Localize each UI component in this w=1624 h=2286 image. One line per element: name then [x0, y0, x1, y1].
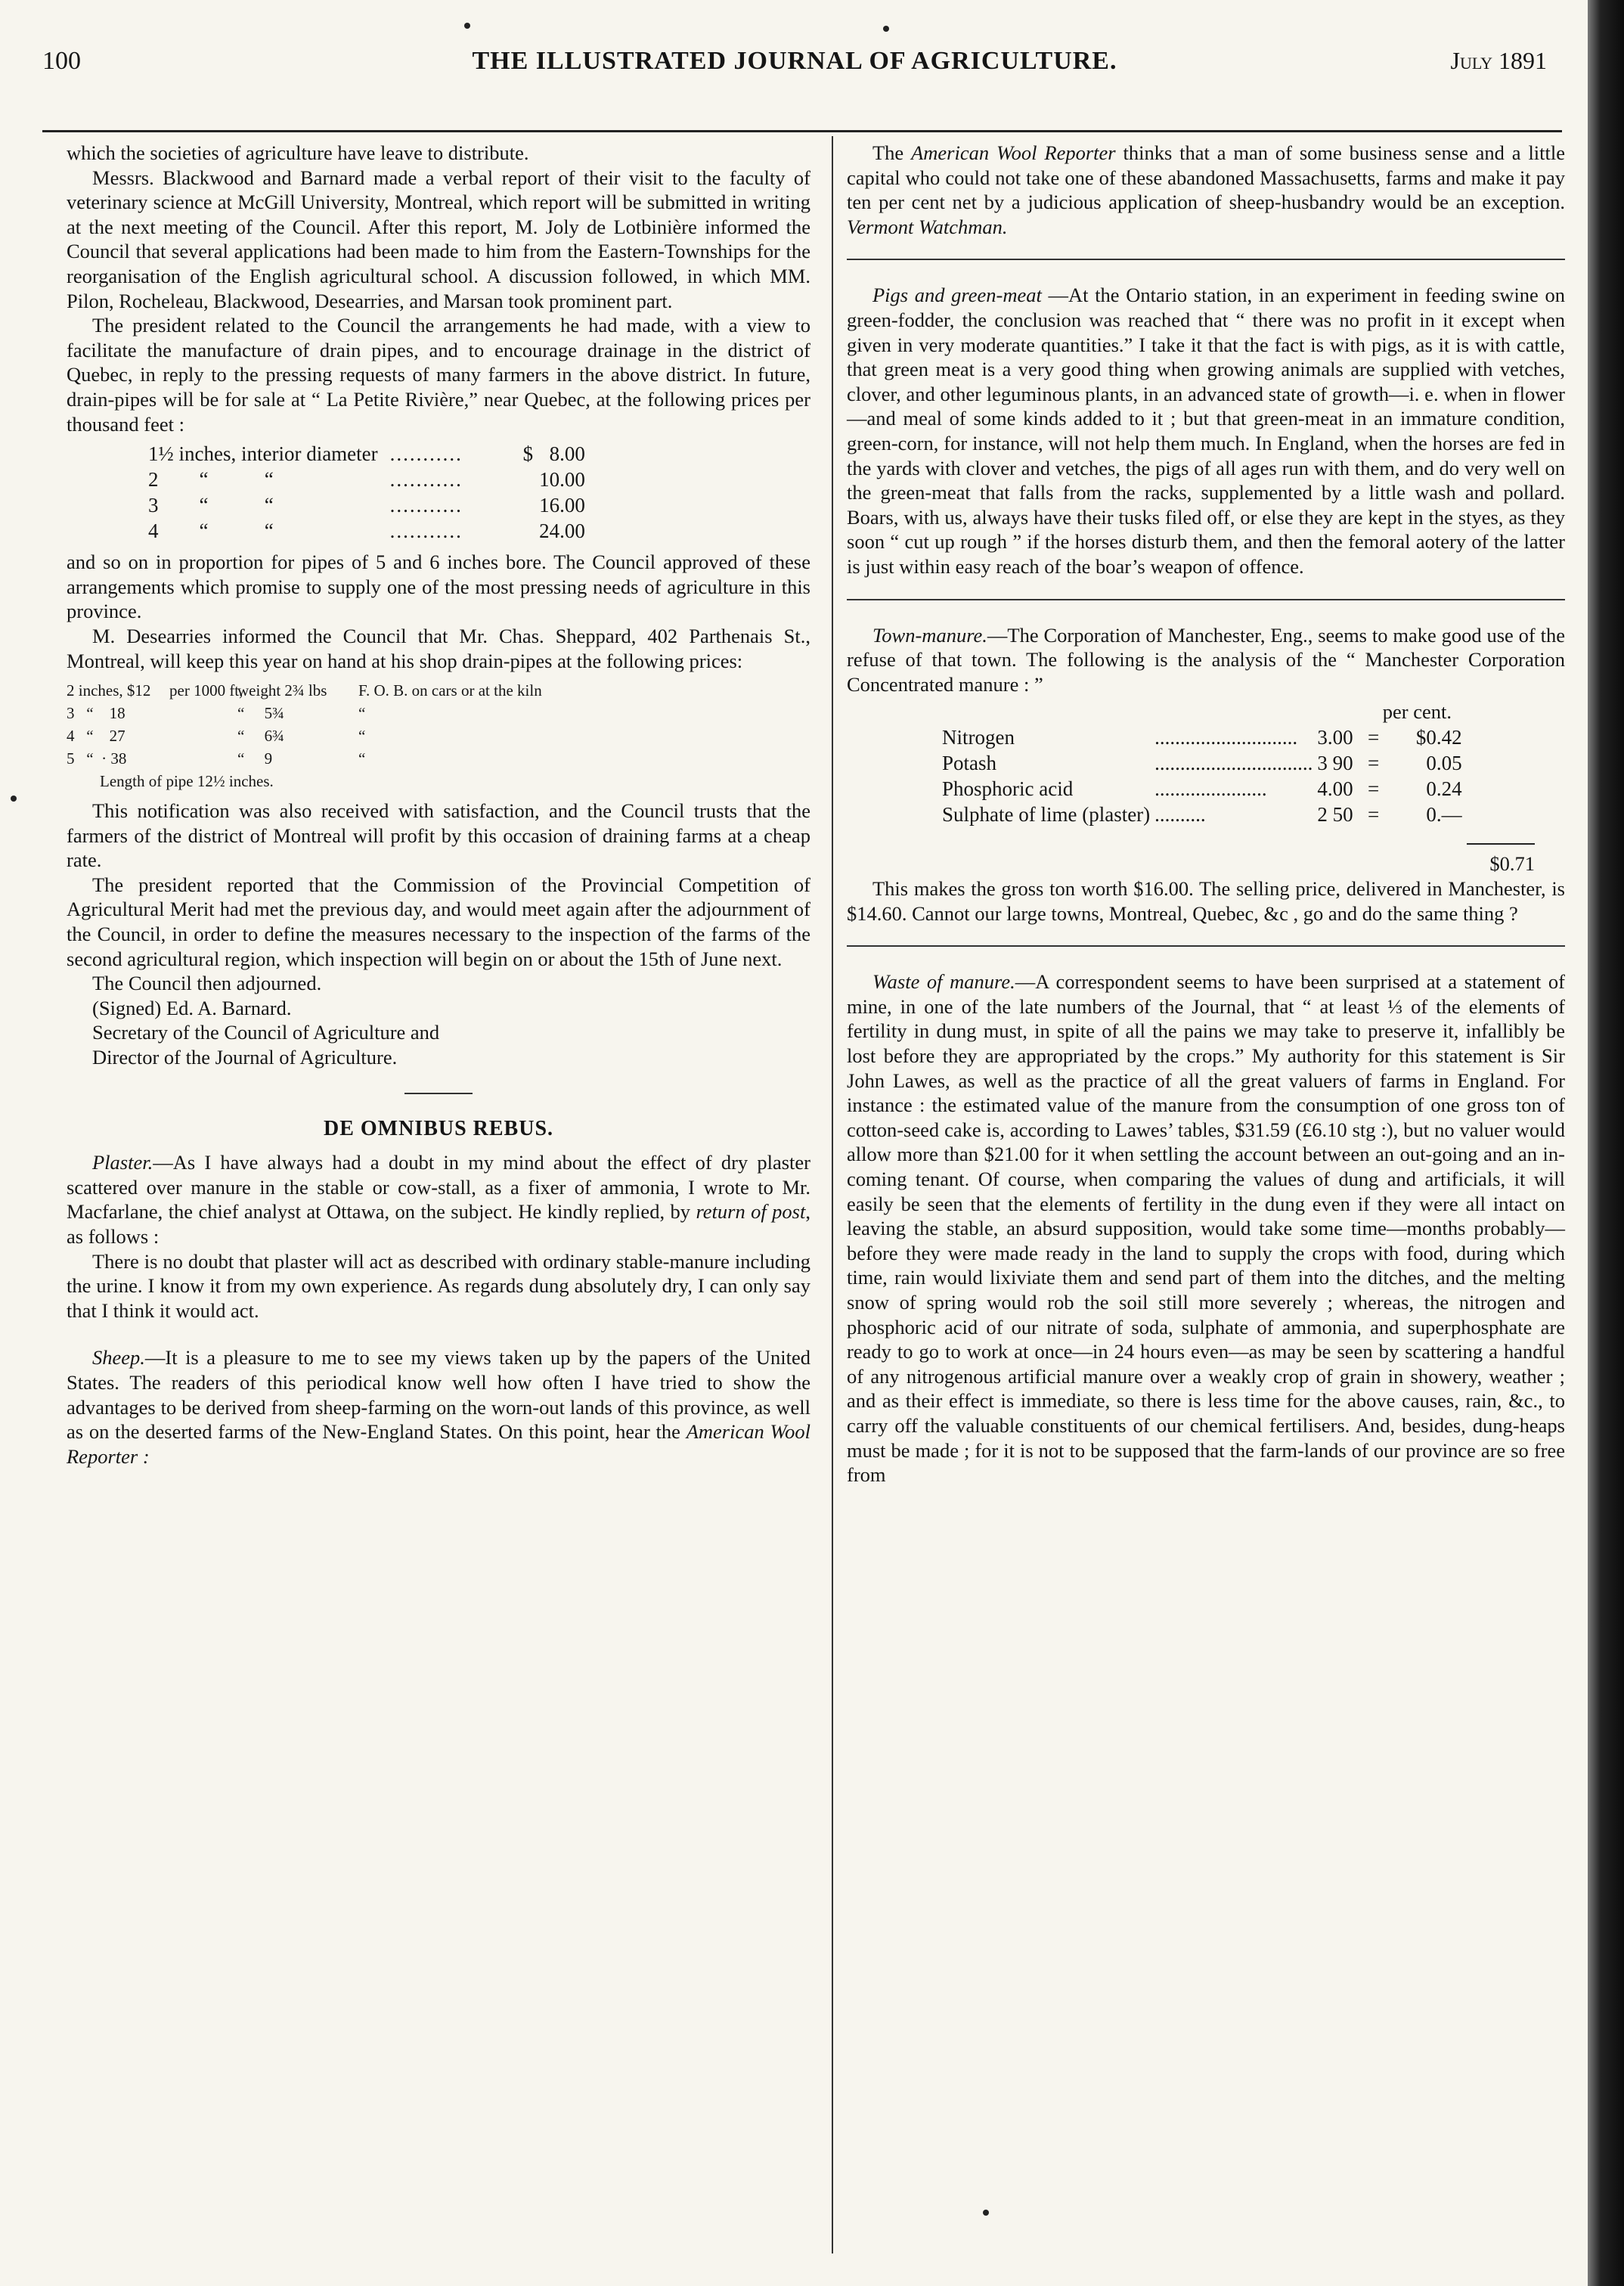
analysis-money: 0.24	[1426, 777, 1462, 800]
signature-line: (Signed) Ed. A. Barnard.	[92, 996, 292, 1019]
pipe-price-row	[142, 467, 591, 492]
analysis-money: 0.—	[1426, 802, 1462, 826]
paragraph: The president related to the Council the arrangements he had made, with a view to facilitate the manufacture of drain pipes, and to encourage drainage in the district of Quebec, in reply to the pressing requests of many farmers in the above district. In future, drain-pipes will be for sale at “ La Petite Rivière,” near Quebec, at the following prices per thousand feet :	[67, 314, 810, 436]
analysis-eq: =	[1368, 777, 1380, 800]
analysis-money: 0.05	[1426, 751, 1462, 774]
pipe-dollar	[517, 492, 534, 518]
paragraph: which the societies of agriculture have leave to distribute.	[67, 141, 529, 164]
pipe-price: 10.00	[539, 468, 585, 492]
header-rule	[42, 130, 1562, 132]
analysis-dots: ......................	[1154, 777, 1267, 800]
print-mark	[983, 2210, 989, 2216]
left-column	[67, 141, 810, 1469]
analysis-row	[938, 776, 1467, 802]
analysis-total: $0.71	[847, 827, 1565, 876]
manure-analysis-table	[938, 724, 1467, 827]
sheppard-cell: “ 6¾	[237, 727, 284, 746]
town-manure-heading: Town-manure.	[872, 623, 987, 647]
sheppard-cell	[169, 747, 237, 770]
town-manure-paragraph: Town-manure.—The Corporation of Manchester, Eng., seems to make good use of the refuse of that town. The following is the analysis of the “ Manchester Corporation Concentrated manure : ”	[847, 623, 1565, 696]
section-title: DE OMNIBUS REBUS.	[323, 1116, 554, 1140]
paragraph: This notification was also received with satisfaction, and the Council trusts that the farmers of the district of Montreal will profit by this occasion of draining farms at a cheap rate.	[67, 799, 810, 872]
sheppard-cell: 4 “ 27	[67, 727, 126, 746]
pipe-dots: ...........	[389, 520, 463, 543]
print-mark	[464, 23, 470, 29]
analysis-name: Potash	[942, 751, 997, 774]
plaster-heading: Plaster.	[92, 1151, 153, 1174]
plaster-quote: There is no doubt that plaster will act as described with ordinary stable-manure including the urine. I know it from my own experience. As regards dung absolutely dry, I can only say that I think it would act.	[67, 1249, 810, 1322]
analysis-name: Phosphoric acid	[942, 777, 1074, 800]
analysis-name: Nitrogen	[942, 725, 1015, 749]
analysis-row	[938, 750, 1467, 776]
sheppard-row	[67, 747, 810, 770]
analysis-row	[938, 724, 1467, 750]
pipe-dots: ...........	[389, 468, 463, 492]
signature-title: Director of the Journal of Agriculture.	[92, 1046, 398, 1069]
analysis-pct: 4.00	[1317, 777, 1353, 800]
pipe-dots: ...........	[389, 494, 463, 517]
print-mark	[11, 796, 17, 802]
sheep-paragraph: Sheep.—It is a pleasure to me to see my views taken up by the papers of the United States. The readers of this periodical know well how often I have tried to show the advantages to be derived from sheep-farming on the worn-out lands of this province, as well as on the deserted farms of the New-England States. On this point, hear the American Wool Reporter :	[67, 1346, 811, 1468]
wool-reporter-paragraph: The American Wool Reporter thinks that a man of some business sense and a little capital who could not take one of these abandoned Massachusetts, farms and make it pay ten per cent net by a judicious application of sheep-husbandry would be an exception. Vermont Watchman.	[847, 141, 1566, 238]
sheppard-price-list	[67, 679, 810, 793]
page-header	[42, 47, 1547, 92]
sheppard-cell	[169, 702, 237, 724]
section-divider	[847, 945, 1565, 947]
pipe-price: 24.00	[539, 520, 585, 543]
analysis-pct: 3.00	[1317, 725, 1353, 749]
analysis-money: $0.42	[1415, 725, 1462, 749]
pipe-price-row	[142, 492, 591, 518]
sheppard-row	[67, 724, 810, 747]
waste-heading: Waste of manure.	[872, 970, 1015, 994]
pipe-dollar	[517, 518, 534, 544]
drain-pipe-price-table	[142, 441, 591, 544]
pigs-heading: Pigs and green-meat	[872, 284, 1042, 307]
print-mark	[883, 26, 889, 32]
pipe-price-row	[142, 441, 591, 467]
issue-date: July 1891	[1450, 47, 1547, 74]
sheppard-cell: “ 5¾	[237, 704, 284, 723]
percent-label: per cent.	[1382, 700, 1452, 724]
paragraph: The president reported that the Commission of the Provincial Competition of Agricultural Merit had met the previous day, and would meet again after the adjournment of the Council, in order to define the measures necessary to the inspection of the farms of the second agricultural region, which inspection will begin on or about the 15th of June next.	[67, 873, 810, 970]
section-divider	[404, 1093, 473, 1094]
pipe-size: 1½ inches, interior diameter	[148, 442, 378, 466]
total-rule	[1467, 843, 1535, 845]
analysis-eq: =	[1368, 725, 1380, 749]
paragraph: The Council then adjourned.	[92, 972, 322, 995]
sheppard-cell: F. O. B. on cars or at the kiln	[358, 681, 542, 700]
page-edge-shadow	[1588, 0, 1624, 2286]
pipe-size: 2 “ “	[148, 468, 274, 492]
sheppard-cell: weight 2¾ lbs	[237, 681, 327, 700]
pipe-dollar	[517, 467, 534, 492]
paragraph: and so on in proportion for pipes of 5 and 6 inches bore. The Council approved of these arrangements which promise to supply one of the most pressing needs of agriculture in this province.	[67, 551, 810, 623]
section-divider	[847, 259, 1565, 260]
section-divider	[847, 599, 1565, 600]
analysis-pct: 3 90	[1317, 751, 1353, 774]
sheppard-row	[67, 702, 810, 724]
waste-paragraph: Waste of manure.—A correspondent seems to have been surprised at a statement of mine, in one of the late numbers of the Journal, that “ at least ⅓ of the elements of fertility in dung must, in spite of all the pains we may take to preserve it, infallibly be lost before they are appropriated by the crops.” My authority for this statement is Sir John Lawes, as well as the practice of all the great valuers of farms in England. For instance : the estimated value of the manure from the consumption of one gross ton of cotton-seed cake is, according to Lawes’ tables, $31.59 (£6.10 stg :), but no valuer would allow more than $21.00 for it when settling the account between an out-going and an in-coming tenant. Of course, when comparing the values of dung and artificials, it will easily be seen that the elements of fertility in the dung even if they were all intact on leaving the stable, an absurd supposition, would take some time—months probably—before they were made ready in the land to supply the crops with food, during which time, rain would lixiviate them and send part of them into the ditches, and the melting snow of spring would rob the soil still more severely ; whereas, the nitrogen and phosphoric acid of our nitrate of soda, sulphate of ammonia, and superphosphate are ready to go to work at once—in 24 hours even—as may be seen by scattering a handful of any nitrogenous artificial manure over a weakly crop of grain in showery, weather ; and as their effect is immediate, so there is less time for the above causes, rain, &c., to carry off the valuable constituents of our chemical fertilisers. And, besides, dung-heaps must be made ; for it is not to be supposed that the farm-lands of our province are so free from	[847, 970, 1566, 1487]
sheppard-cell: “	[358, 704, 366, 723]
paragraph: Messrs. Blackwood and Barnard made a verbal report of their visit to the faculty of veterinary science at McGill University, Montreal, which report will be submitted in writing at the next meeting of the Council. After this report, M. Joly de Lotbinière informed the Council that several applications had been made to him from the Eastern-Townships for the reorganisation of the English agricultural school. A discussion followed, in which MM. Pilon, Rocheleau, Blackwood, Desearries, and Marsan took prominent part.	[67, 166, 810, 312]
analysis-eq: =	[1368, 751, 1380, 774]
page-number: 100	[42, 47, 81, 75]
sheep-heading: Sheep.	[92, 1346, 145, 1369]
analysis-dots: ...............................	[1154, 751, 1313, 774]
sheppard-cell: “	[358, 727, 366, 746]
analysis-eq: =	[1368, 802, 1380, 826]
pigs-paragraph: Pigs and green-meat —At the Ontario station, in an experiment in feeding swine on green-fodder, the conclusion was reached that “ there was no profit in it except when given in very moderate quantities.” I take it that the fact is with pigs, as it is with cattle, that green meat is a very good thing when growing animals are supplied with vetches, clover, and other leguminous plants, in an advanced state of growth—i. e. when in flower—and meal of some kinds added to it ; but that green-meat in an immature condition, green-corn, for instance, will not help them much. In England, when the horses are fed in the yards with clover and vetches, the pigs of all ages run with them, and do very well on the green-meat that falls from the racks, supplemented by a little wash and pollard. Boars, with us, always have their tusks filed off, or else they are kept in the styes, as they soon “ cut up rough ” if the horses disturb them, and then the femoral aotery of the latter is just within easy reach of the boar’s weapon of offence.	[847, 284, 1565, 578]
sheppard-cell: 5 “ · 38	[67, 749, 127, 768]
analysis-row	[938, 802, 1467, 827]
sheppard-cell	[169, 724, 237, 747]
sheppard-cell: 2 inches, $12	[67, 681, 151, 700]
sheppard-cell: “	[358, 749, 366, 768]
plaster-paragraph: Plaster.—As I have always had a doubt in my mind about the effect of dry plaster scattered over manure in the stable or cow-stall, as a fixer of ammonia, I wrote to Mr. Macfarlane, the chief analyst at Ottawa, on the subject. He kindly replied, by return of post, as follows :	[67, 1151, 810, 1248]
journal-title: THE ILLUSTRATED JOURNAL OF AGRICULTURE.	[472, 47, 1117, 75]
sheppard-row	[67, 679, 810, 702]
column-rule	[832, 136, 833, 2253]
pipe-price-row	[142, 518, 591, 544]
sheppard-cell: per 1000 ft,	[169, 681, 243, 700]
right-column	[847, 141, 1565, 1487]
analysis-pct: 2 50	[1317, 802, 1353, 826]
analysis-dots: ..........	[1154, 802, 1206, 826]
paragraph: M. Desearries informed the Council that Mr. Chas. Sheppard, 402 Parthenais St., Montreal, will keep this year on hand at his shop drain-pipes at the following prices:	[67, 624, 810, 672]
analysis-dots: ............................	[1154, 725, 1298, 749]
pipe-dollar: $	[522, 442, 534, 466]
pipe-length-note: Length of pipe 12½ inches.	[100, 772, 274, 791]
pipe-size: 4 “ “	[148, 520, 274, 543]
pipe-dots: ...........	[389, 442, 463, 466]
pipe-price: 8.00	[549, 442, 585, 466]
pipe-price: 16.00	[539, 494, 585, 517]
sheppard-cell: “ 9	[237, 749, 273, 768]
paragraph: This makes the gross ton worth $16.00. The selling price, delivered in Manchester, is $14.60. Cannot our large towns, Montreal, Quebec, &c , go and do the same thing ?	[847, 877, 1565, 925]
pipe-size: 3 “ “	[148, 494, 274, 517]
analysis-name: Sulphate of lime (plaster)	[942, 802, 1151, 826]
sheppard-cell: 3 “ 18	[67, 704, 126, 723]
signature-title: Secretary of the Council of Agriculture and	[92, 1021, 440, 1044]
